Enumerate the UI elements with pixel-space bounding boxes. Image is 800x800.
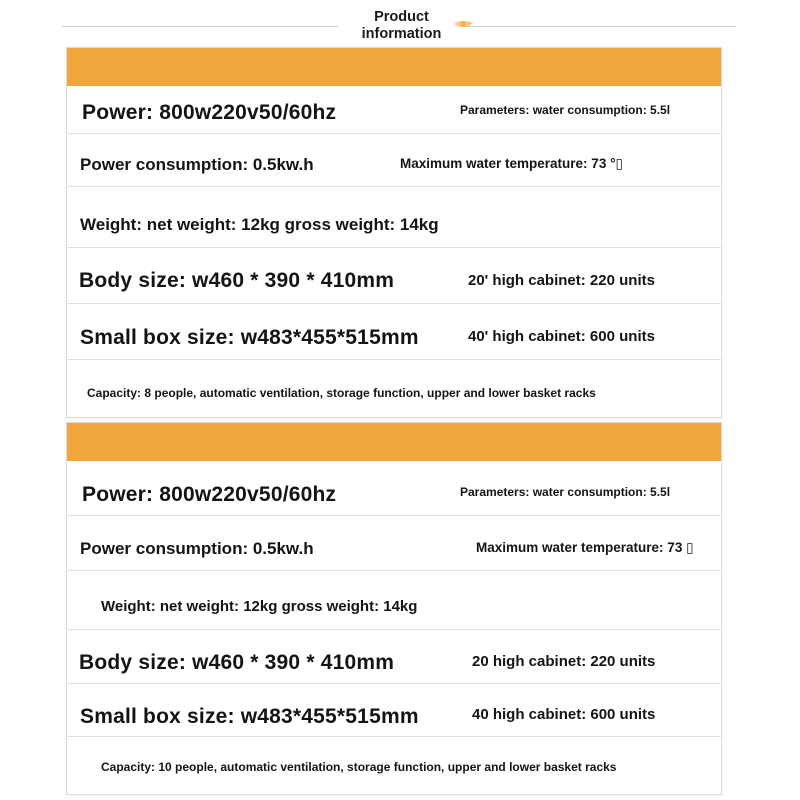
max-water-temperature-label: Maximum water temperature: 73 ▯ [476,540,694,555]
cabinet-20-label: 20 high cabinet: 220 units [472,653,656,670]
cabinet-40-label: 40' high cabinet: 600 units [468,328,655,345]
cabinet-20-label: 20' high cabinet: 220 units [468,272,655,289]
small-box-size-label: Small box size: w483*455*515mm [80,326,419,349]
row-divider [67,303,721,304]
row-divider [67,186,721,187]
row-divider [67,683,721,684]
spec-card-header-bar [67,423,721,461]
max-water-temperature-label: Maximum water temperature: 73 °▯ [400,156,623,171]
row-divider [67,359,721,360]
row-divider [67,570,721,571]
section-title-line-2: information [361,26,442,42]
small-box-size-label: Small box size: w483*455*515mm [80,705,419,728]
row-divider [67,133,721,134]
row-divider [67,515,721,516]
sparkle-icon [454,18,474,30]
cabinet-40-label: 40 high cabinet: 600 units [472,706,656,723]
section-title-line-1: Product [374,9,429,25]
power-label: Power: 800w220v50/60hz [82,101,337,124]
weight-label: Weight: net weight: 12kg gross weight: 14kg [101,598,418,615]
body-size-label: Body size: w460 * 390 * 410mm [79,269,395,292]
row-divider [67,629,721,630]
water-consumption-label: Parameters: water consumption: 5.5l [460,485,671,499]
capacity-label: Capacity: 10 people, automatic ventilation, storage function, upper and lower basket racks [101,760,617,774]
power-consumption-label: Power consumption: 0.5kw.h [80,539,314,558]
spec-card-header-bar [67,48,721,86]
spec-card-1 [66,47,722,418]
capacity-label: Capacity: 8 people, automatic ventilation, storage function, upper and lower basket racks [87,386,596,400]
row-divider [67,736,721,737]
row-divider [67,247,721,248]
weight-label: Weight: net weight: 12kg gross weight: 14kg [80,215,439,234]
water-consumption-label: Parameters: water consumption: 5.5l [460,103,671,117]
section-title [338,9,465,43]
power-label: Power: 800w220v50/60hz [82,483,337,506]
power-consumption-label: Power consumption: 0.5kw.h [80,155,314,174]
spec-card-2 [66,422,722,795]
body-size-label: Body size: w460 * 390 * 410mm [79,651,395,674]
